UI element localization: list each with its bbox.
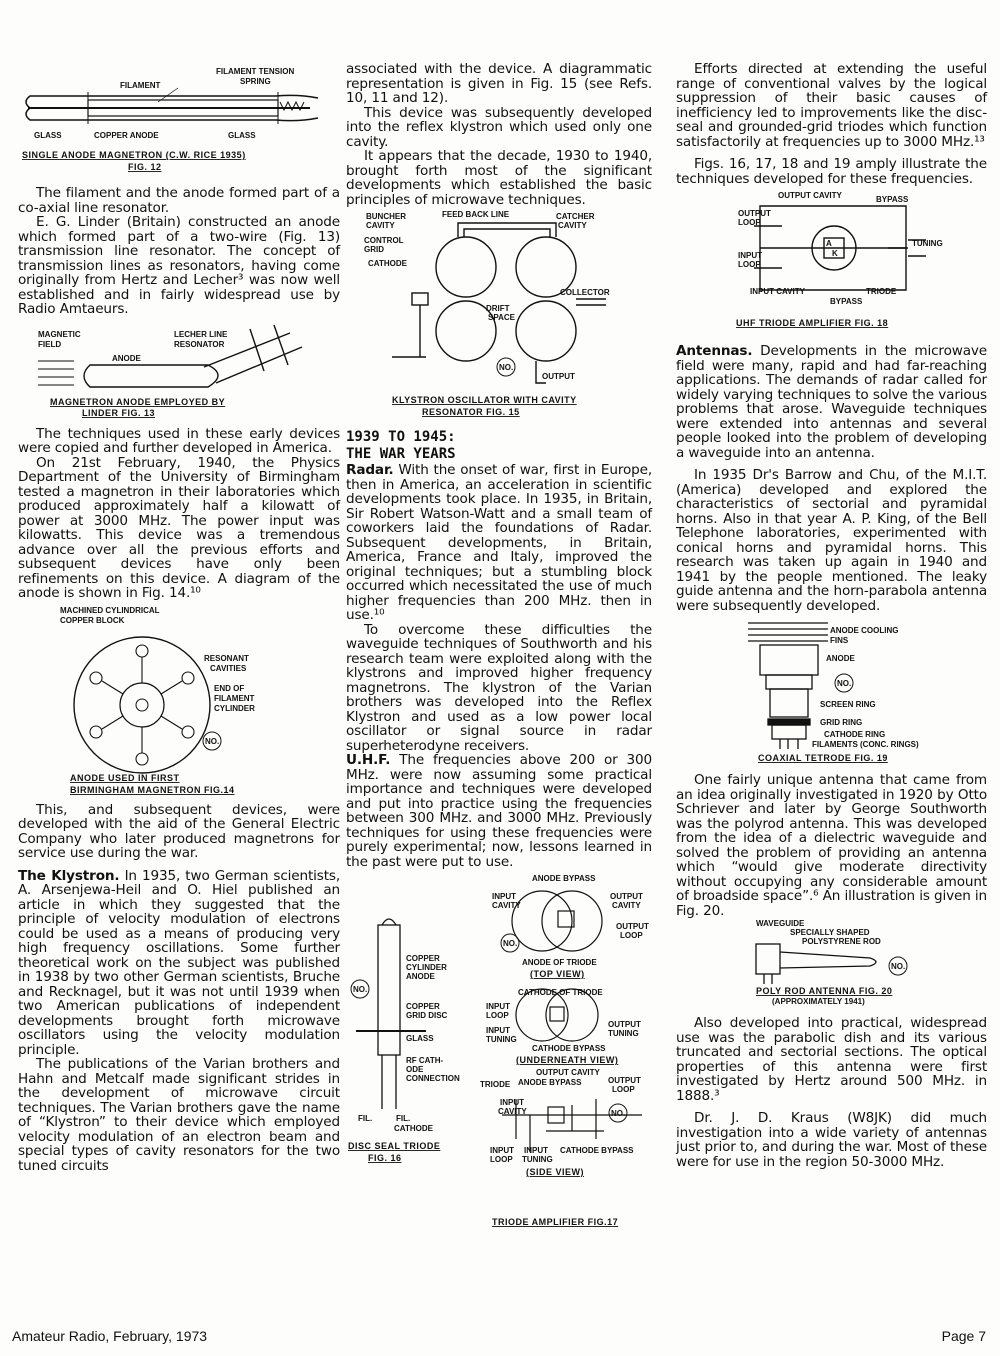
paragraph-antennas — [676, 344, 987, 460]
fig14-label-no: NO. — [205, 736, 220, 746]
fig17-label-outloop2: OUTPUT — [608, 1076, 641, 1085]
fig14-label-block: COPPER BLOCK — [60, 615, 125, 625]
fig17-label-no2: NO. — [611, 1109, 626, 1118]
fig18-label-tuning: TUNING — [912, 239, 943, 248]
fig16-label-fil2: FIL. — [396, 1114, 411, 1123]
fig14-caption: ANODE USED IN FIRST — [70, 772, 180, 783]
fig17-label-loop3: LOOP — [612, 1085, 635, 1094]
paragraph: This, and subsequent devices, were developed with the aid of the General Electric Company who later produced magnetrons for service use during the war. — [18, 801, 340, 861]
fig12-number: FIG. 12 — [128, 162, 162, 172]
fig16-number: FIG. 16 — [368, 1153, 402, 1163]
fig20-date: (APPROXIMATELY 1941) — [772, 997, 865, 1006]
uhf-triode-diagram-fig18 — [676, 186, 987, 336]
fig12-label-spring: SPRING — [240, 77, 271, 86]
fig12-label-glass-left: GLASS — [34, 131, 62, 140]
fig16-label-cylinder: CYLINDER — [406, 963, 447, 972]
fig17-label-cathodeof: CATHODE OF TRIODE — [518, 988, 603, 997]
fig15-label-cathode: CATHODE — [368, 259, 407, 268]
footer-publication: Amateur Radio, February, 1973 — [12, 1328, 208, 1344]
section-heading: 1939 TO 1945: — [346, 429, 456, 445]
fig13-caption: MAGNETRON ANODE EMPLOYED BY — [50, 396, 226, 407]
fig18-label-k: K — [832, 249, 838, 258]
figure-18 — [676, 186, 987, 336]
polyrod-antenna-diagram-fig20 — [676, 918, 987, 1010]
paragraph: In 1935 Dr's Barrow and Chu, of the M.I.T. (America) developed and explored the characteristics of sectorial and pyramidal horns. Also in that year A. P. King, of the Bell Telephone laboratories, experimented with conical horns and pyramidal horns. This research was taken up again in 1940 and 1941 by the people mentioned. The leaky guide antenna and the horn-parabola antenna were subsequently developed. — [676, 467, 987, 614]
run-in-heading: Antennas. — [676, 343, 753, 359]
fig16-label-griddisc: GRID DISC — [406, 1011, 448, 1020]
fig18-label-outcav: OUTPUT CAVITY — [778, 191, 842, 200]
fig15-label-output: OUTPUT — [542, 372, 575, 381]
fig17-label-cavity3: CAVITY — [498, 1107, 527, 1116]
paragraph: Efforts directed at extending the useful range of conventional valves by the logical suppression of their basic causes of inefficiency led to improvements like the disc-seal and grounded-grid triodes which function satisfactorily at frequencies up to 3000 MHz.¹³ — [676, 61, 987, 150]
fig17-label-outcav: OUTPUT CAVITY — [536, 1068, 600, 1077]
fig17-label-intun: INPUT — [524, 1146, 548, 1155]
column-2 — [346, 62, 652, 1235]
fig16-label-no: NO. — [353, 985, 368, 994]
paragraph: Figs. 16, 17, 18 and 19 amply illustrate the techniques developed for these frequencies. — [676, 156, 987, 187]
fig14-label-resonant: RESONANT — [204, 653, 249, 663]
fig20-caption: POLY ROD ANTENNA FIG. 20 — [756, 986, 893, 996]
fig13-label-lecher: LECHER LINE — [174, 329, 228, 339]
fig12-caption: SINGLE ANODE MAGNETRON (C.W. RICE 1935) — [22, 150, 246, 160]
fig16-label-copper2: COPPER — [406, 1002, 440, 1011]
fig19-label-anode2: ANODE — [826, 654, 855, 663]
fig16-label-cathode: CATHODE — [394, 1124, 433, 1133]
paragraph-text: Developments in the microwave field were many, rapid and had far-reaching applications. The demands of radar called for widely varying techniques to solve the various problems that arose. Waveguide techniques were extended into antennas and several people looked into the problem of developing a waveguide into an antenna. — [676, 343, 987, 461]
fig19-label-no: NO. — [837, 679, 852, 688]
section-heading: THE WAR YEARS — [346, 446, 456, 462]
fig17-label-output: OUTPUT — [610, 892, 643, 901]
fig17-label-anodebp2: ANODE BYPASS — [518, 1078, 582, 1087]
paragraph: To overcome these difficulties the waveguide techniques of Southworth and his research team were exploited along with the klystrons and improved higher frequency magnetrons. The klystron of the Varian brothers was developed into the Reflex Klystron and used as a low power local oscillator or signal source in radar superheterodyne receivers. — [346, 621, 652, 754]
fig17-label-inputcav: INPUT — [500, 1098, 524, 1107]
fig15-label-collector: COLLECTOR — [560, 288, 610, 297]
fig16-label-fil1: FIL. — [358, 1114, 373, 1123]
fig17-label-input: INPUT — [492, 892, 516, 901]
column-1 — [18, 62, 340, 1173]
fig20-label-poly: POLYSTYRENE ROD — [802, 937, 881, 946]
paragraph: E. G. Linder (Britain) constructed an anode which formed part of a two-wire (Fig. 13) transmission line resonator. The concept of transmission lines as resonators, having come originally from Hertz and Lecher³ was now well established and in fairly widespread use by Radio Amtaeurs. — [18, 214, 340, 317]
fig17-label-loop: LOOP — [620, 931, 643, 940]
paragraph-text: The frequencies above 200 or 300 MHz. were now assuming some practical importance and techniques were developed and put into practice using the frequencies between 300 MHz. and 3000 MHz. Previously techniques for using these frequencies were purely experimental; now, lessons learned in the past were put to use. — [346, 752, 652, 870]
paragraph: It appears that the decade, 1930 to 1940, brought forth most of the significant developments which established the basic principles of microwave techniques. — [346, 148, 652, 208]
fig17-label-tuning2: TUNING — [608, 1029, 639, 1038]
fig19-label-grid: GRID RING — [820, 718, 863, 727]
figure-12 — [18, 62, 340, 180]
fig16-label-copper: COPPER — [406, 954, 440, 963]
fig17-top-view: (TOP VIEW) — [530, 969, 585, 979]
fig14-label-endof: END OF — [214, 683, 245, 693]
fig14-label-cavities: CAVITIES — [210, 663, 247, 673]
fig14-number: BIRMINGHAM MAGNETRON FIG.14 — [70, 784, 235, 795]
fig14-label-machined: MACHINED CYLINDRICAL — [60, 605, 160, 615]
magnetron-diagram-fig12 — [18, 62, 340, 180]
fig17-label-loop2: LOOP — [486, 1011, 509, 1020]
fig17-label-inputtuning: INPUT — [486, 1026, 510, 1035]
fig17-label-cathbp2: CATHODE BYPASS — [560, 1146, 634, 1155]
footer-page-number: Page 7 — [941, 1328, 986, 1344]
fig13-number: LINDER FIG. 13 — [82, 407, 156, 418]
paragraph: The techniques used in these early devices were copied and further developed in America. — [18, 425, 340, 456]
paragraph: associated with the device. A diagrammatic representation is given in Fig. 15 (see Refs. 10, 11 and 12). — [346, 61, 652, 106]
fig17-label-inl: INPUT — [490, 1146, 514, 1155]
fig20-label-spec: SPECIALLY SHAPED — [790, 928, 870, 937]
fig15-label-grid: GRID — [364, 245, 384, 254]
paragraph: The filament and the anode formed part of a co-axial line resonator. — [18, 185, 340, 216]
fig18-label-bypass: BYPASS — [876, 195, 909, 204]
fig15-caption: KLYSTRON OSCILLATOR WITH CAVITY — [392, 395, 577, 405]
klystron-diagram-fig15 — [346, 207, 652, 423]
fig19-label-anode: ANODE COOLING — [830, 626, 899, 635]
fig15-number: RESONATOR FIG. 15 — [422, 407, 520, 417]
fig17-label-outloop: OUTPUT — [616, 922, 649, 931]
fig20-label-wg: WAVEGUIDE — [756, 919, 805, 928]
fig19-label-cathode: CATHODE RING — [824, 730, 886, 739]
coaxial-tetrode-diagram-fig19 — [676, 613, 987, 765]
fig15-label-space: SPACE — [488, 313, 515, 322]
fig17-label-triode: TRIODE — [480, 1080, 511, 1089]
paragraph: One fairly unique antenna that came from an idea originally investigated in 1920 by Otto Schriever and later by George Southworth was the polyrod antenna. This was developed from the idea of a dielectric waveguide and solved the problem of providing an antenna which “would give moderate directivity without occupying any considerable amount of broadside space”.⁶ An illustration is given in Fig. 20. — [676, 772, 987, 919]
fig15-label-drift: DRIFT — [486, 304, 510, 313]
fig15-label-catcher: CATCHER — [556, 212, 595, 221]
fig17-caption: TRIODE AMPLIFIER FIG.17 — [492, 1217, 619, 1227]
linder-anode-diagram-fig13 — [18, 317, 340, 419]
fig15-label-control: CONTROL — [364, 236, 404, 245]
fig12-label-copper: COPPER ANODE — [94, 131, 159, 140]
fig14-label-filament: FILAMENT — [214, 693, 255, 703]
fig12-label-glass-right: GLASS — [228, 131, 256, 140]
paragraph-text: In 1935, two German scientists, A. Arsenjewa-Heil and O. Hiel published an article in which they suggested that the principle of velocity modulation of electrons could be used as a means of producing very high frequency oscillations. Some further theoretical work on the subject was published in 1938 by two other German scientists, Bruche and Recknagel, but it was not until 1939 when two American publications of independent developments brought forth microwave oscillators using the velocity modulation principle. — [18, 867, 340, 1058]
fig15-label-no: NO. — [499, 363, 514, 372]
fig17-label-outtuning: OUTPUT — [608, 1020, 641, 1029]
fig16-label-anode: ANODE — [406, 972, 435, 981]
fig17-label-no: NO. — [503, 939, 518, 948]
fig15-label-feed: FEED BACK LINE — [442, 210, 510, 219]
fig17-underneath-view: (UNDERNEATH VIEW) — [516, 1055, 619, 1065]
fig18-caption: UHF TRIODE AMPLIFIER FIG. 18 — [736, 318, 889, 328]
birmingham-anode-diagram-fig14 — [18, 601, 340, 797]
paragraph-klystron — [18, 869, 340, 1058]
triode-diagrams-fig16-fig17 — [346, 869, 652, 1235]
figure-20 — [676, 918, 987, 1010]
fig18-label-loop2: LOOP — [738, 260, 761, 269]
fig18-label-bypass2: BYPASS — [830, 297, 863, 306]
fig17-label-tuning3: TUNING — [522, 1155, 553, 1164]
fig13-label-resonator: RESONATOR — [174, 339, 225, 349]
fig12-label-filament: FILAMENT — [120, 81, 161, 90]
run-in-heading: Radar. — [346, 462, 394, 478]
figure-16-17 — [346, 869, 652, 1235]
fig18-label-loop: LOOP — [738, 218, 761, 227]
fig17-label-loop4: LOOP — [490, 1155, 513, 1164]
fig17-label-anodebp: ANODE BYPASS — [532, 874, 596, 883]
fig19-label-fins: FINS — [830, 636, 849, 645]
fig20-label-no: NO. — [891, 962, 906, 971]
paragraph-uhf — [346, 753, 652, 869]
fig17-label-cavity: CAVITY — [492, 901, 521, 910]
paragraph: Dr. J. D. Kraus (W8JK) did much investigation into a wide variety of antennas just prior to, and during the war. Most of these were for use in the region 50-3000 MHz. — [676, 1110, 987, 1170]
paragraph: Also developed into practical, widespread use was the parabolic dish and its various truncated and sectorial sections. The optical properties of this antenna were first investigated by Hertz around 500 MHz. in 1888.³ — [676, 1015, 987, 1104]
fig16-label-ode: ODE — [406, 1065, 424, 1074]
fig17-side-view: (SIDE VIEW) — [526, 1167, 585, 1177]
fig19-label-fil: FILAMENTS (CONC. RINGS) — [812, 740, 919, 749]
fig17-label-anodeof: ANODE OF TRIODE — [522, 958, 597, 967]
paragraph: The publications of the Varian brothers and Hahn and Metcalf made significant strides in the development of microwave circuit techniques. The Varian brothers gave the name of “Klystron” to their device which employed velocity modulation of an electron beam and special types of cavity resonators for the two tuned circuits — [18, 1056, 340, 1174]
figure-15 — [346, 207, 652, 423]
fig15-label-buncher: BUNCHER — [366, 212, 406, 221]
fig13-label-magnetic: MAGNETIC — [38, 329, 81, 339]
fig18-label-triode: TRIODE — [866, 287, 897, 296]
fig15-label-cavity1: CAVITY — [366, 221, 395, 230]
fig13-label-anode: ANODE — [112, 353, 141, 363]
fig16-label-conn: CONNECTION — [406, 1074, 460, 1083]
column-3 — [676, 62, 987, 1169]
fig18-label-input: INPUT — [738, 251, 762, 260]
fig13-label-field: FIELD — [38, 339, 62, 349]
fig18-label-a: A — [826, 239, 832, 248]
fig18-label-output: OUTPUT — [738, 209, 771, 218]
fig18-label-incav: INPUT CAVITY — [750, 287, 805, 296]
fig19-caption: COAXIAL TETRODE FIG. 19 — [758, 753, 888, 763]
paragraph-radar — [346, 463, 652, 623]
paragraph: On 21st February, 1940, the Physics Department of the University of Birmingham tested a magnetron in their laboratories which produced approximately half a kilowatt of power at 3000 MHz. The power input was kilowatts. This device was a tremendous advance over all the previous efforts and subsequent devices have only been refinements on this device. A diagram of the anode is shown in Fig. 14.¹⁰ — [18, 454, 340, 601]
fig14-label-cylinder: CYLINDER — [214, 703, 255, 713]
fig15-label-cavity2: CAVITY — [558, 221, 587, 230]
fig12-label-tension: FILAMENT TENSION — [216, 67, 295, 76]
fig17-label-tuning: TUNING — [486, 1035, 517, 1044]
paragraph: This device was subsequently developed into the reflex klystron which used only one cavity. — [346, 104, 652, 150]
fig17-label-inputloop: INPUT — [486, 1002, 510, 1011]
run-in-heading: The Klystron. — [18, 867, 120, 884]
fig16-label-glass: GLASS — [406, 1034, 434, 1043]
fig16-caption: DISC SEAL TRIODE — [348, 1141, 441, 1151]
figure-13 — [18, 317, 340, 419]
fig16-label-rf: RF CATH- — [406, 1056, 444, 1065]
figure-19 — [676, 613, 987, 765]
figure-14 — [18, 601, 340, 797]
paragraph-text: With the onset of war, first in Europe, then in America, an acceleration in scientific developments took place. In 1935, in Britain, Sir Robert Watson-Watt and a small team of coworkers laid the foundations of Radar. Subsequent developments, in Britain, America, France and Italy, improved the original techniques; but a stumbling block occurred which necessitated the use of much higher frequencies than 200 MHz. then in use.¹⁰ — [346, 462, 652, 623]
fig17-label-cavity2: CAVITY — [612, 901, 641, 910]
run-in-heading: U.H.F. — [346, 752, 391, 768]
fig17-label-cathbp: CATHODE BYPASS — [532, 1044, 606, 1053]
fig19-label-screen: SCREEN RING — [820, 700, 876, 709]
